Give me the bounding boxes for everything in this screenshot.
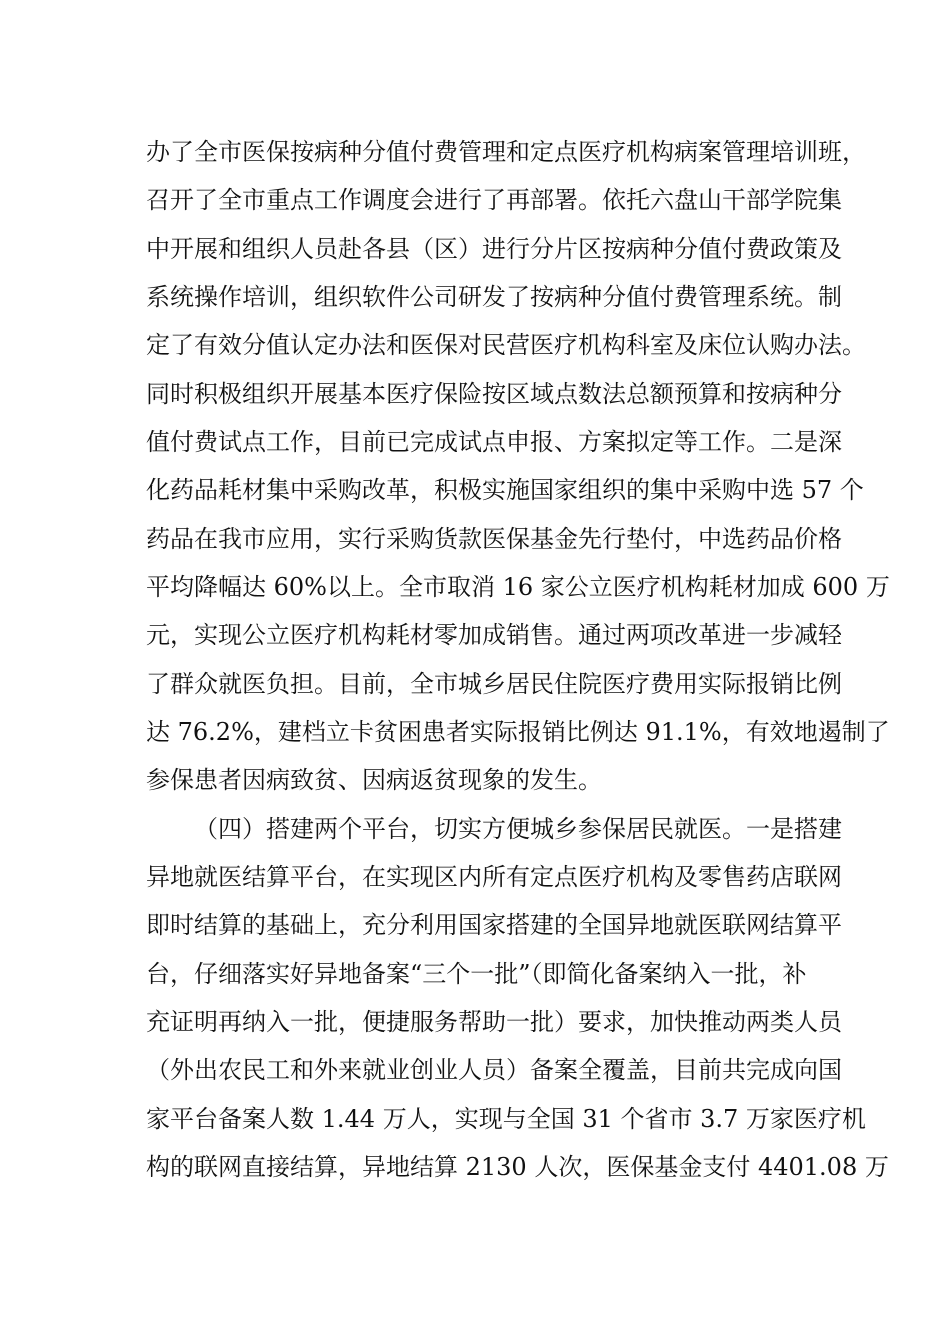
text-line-11: 元，实现公立医疗机构耗材零加成销售。通过两项改革进一步减轻 bbox=[146, 621, 842, 649]
text-line-15: （四）搭建两个平台，切实方便城乡参保居民就医。一是搭建 bbox=[194, 815, 842, 843]
text-line-19: 充证明再纳入一批，便捷服务帮助一批）要求，加快推动两类人员 bbox=[146, 1008, 842, 1036]
text-line-17: 即时结算的基础上，充分利用国家搭建的全国异地就医联网结算平 bbox=[146, 911, 842, 939]
text-line-22: 构的联网直接结算，异地结算 2130 人次，医保基金支付 4401.08 万 bbox=[146, 1153, 889, 1181]
text-line-5: 定了有效分值认定办法和医保对民营医疗机构科室及床位认购办法。 bbox=[146, 331, 866, 359]
text-line-10: 平均降幅达 60%以上。全市取消 16 家公立医疗机构耗材加成 600 万 bbox=[146, 573, 890, 601]
text-line-3: 中开展和组织人员赴各县（区）进行分片区按病种分值付费政策及 bbox=[146, 235, 842, 263]
text-line-2: 召开了全市重点工作调度会进行了再部署。依托六盘山干部学院集 bbox=[146, 186, 842, 214]
text-line-21: 家平台备案人数 1.44 万人，实现与全国 31 个省市 3.7 万家医疗机 bbox=[146, 1105, 866, 1133]
text-line-8: 化药品耗材集中采购改革，积极实施国家组织的集中采购中选 57 个 bbox=[146, 476, 864, 504]
text-line-4: 系统操作培训，组织软件公司研发了按病种分值付费管理系统。制 bbox=[146, 283, 842, 311]
text-line-1: 办了全市医保按病种分值付费管理和定点医疗机构病案管理培训班， bbox=[146, 138, 866, 166]
text-line-16: 异地就医结算平台，在实现区内所有定点医疗机构及零售药店联网 bbox=[146, 863, 842, 891]
text-line-9: 药品在我市应用，实行采购货款医保基金先行垫付，中选药品价格 bbox=[146, 525, 842, 553]
text-line-18: 台，仔细落实好异地备案“三个一批”（即简化备案纳入一批，补 bbox=[146, 960, 807, 988]
text-line-20: （外出农民工和外来就业创业人员）备案全覆盖，目前共完成向国 bbox=[146, 1056, 842, 1084]
text-line-14: 参保患者因病致贫、因病返贫现象的发生。 bbox=[146, 766, 602, 794]
text-line-6: 同时积极组织开展基本医疗保险按区域点数法总额预算和按病种分 bbox=[146, 380, 842, 408]
text-line-7: 值付费试点工作，目前已完成试点申报、方案拟定等工作。二是深 bbox=[146, 428, 842, 456]
text-line-12: 了群众就医负担。目前，全市城乡居民住院医疗费用实际报销比例 bbox=[146, 670, 842, 698]
text-line-13: 达 76.2%，建档立卡贫困患者实际报销比例达 91.1%，有效地遏制了 bbox=[146, 718, 890, 746]
